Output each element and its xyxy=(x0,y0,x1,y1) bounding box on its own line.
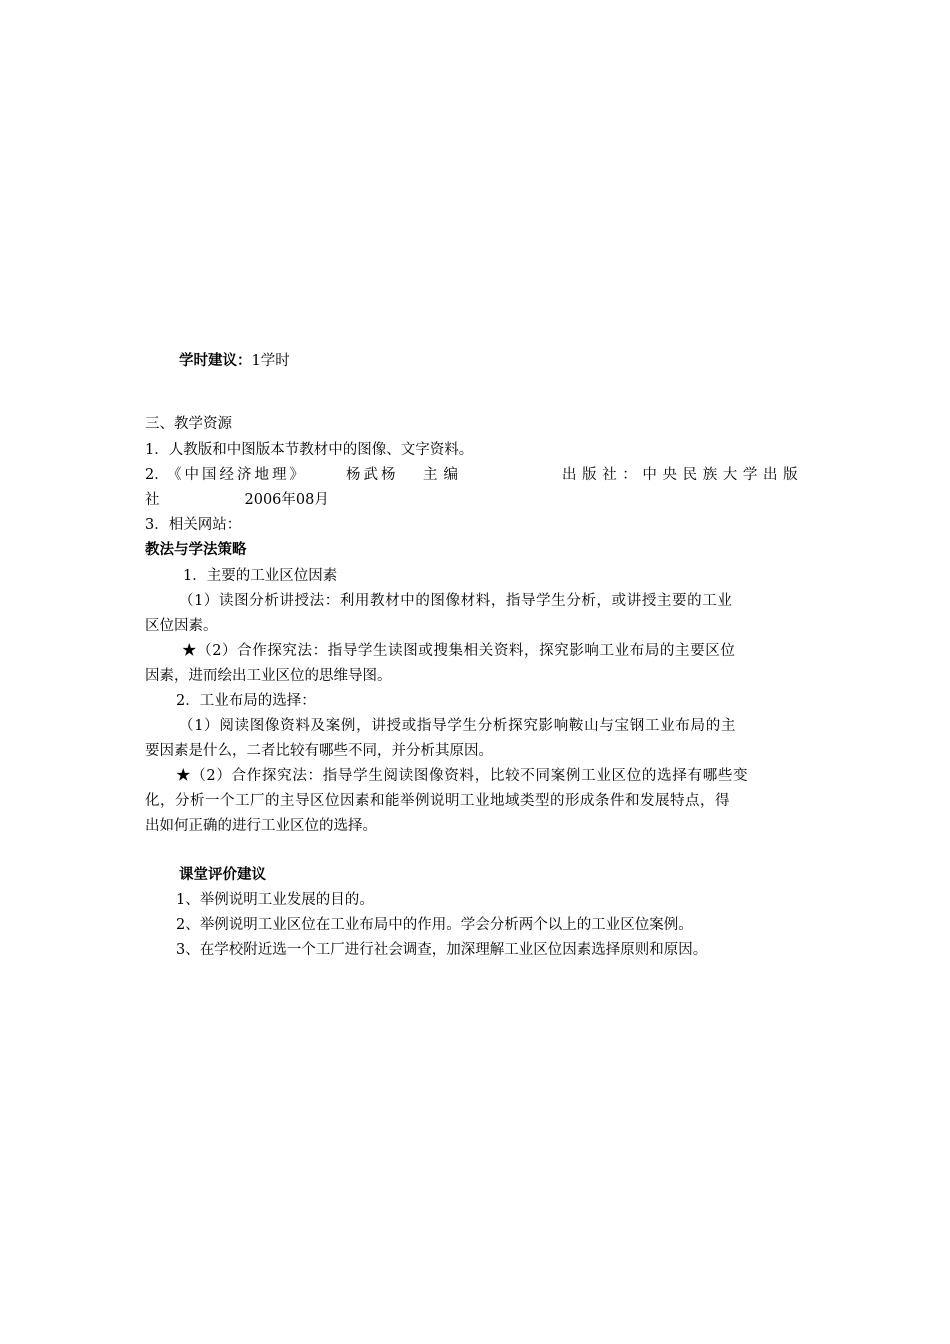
book-publisher: 出版社：中央民族大学出版 xyxy=(562,467,804,483)
resource-item-3: 3．相关网站： xyxy=(145,517,242,533)
book-editor-role: 主编 xyxy=(423,467,464,483)
strategy-subheading-1: 1．主要的工业区位因素 xyxy=(183,568,338,584)
strategy-paragraph-1-line-2: 区位因素。 xyxy=(145,618,218,634)
strategy-paragraph-4-line-2: 化，分析一个工厂的主导区位因素和能举例说明工业地域类型的形成条件和发展特点，得 xyxy=(145,793,730,809)
publisher-suffix: 社 xyxy=(145,492,160,508)
publish-date: 2006年08月 xyxy=(244,492,329,508)
evaluation-item-1: 1、举例说明工业发展的目的。 xyxy=(176,892,374,908)
book-author: 杨武杨 xyxy=(346,467,399,483)
hours-label: 学时建议： xyxy=(179,353,252,369)
hours-value: 1学时 xyxy=(251,353,290,369)
resources-heading: 三、教学资源 xyxy=(145,416,232,432)
hours-suggestion xyxy=(179,351,290,371)
evaluation-item-3: 3、在学校附近选一个工厂进行社会调查，加深理解工业区位因素选择原则和原因。 xyxy=(176,942,708,958)
strategy-paragraph-2-line-1: ★（2）合作探究法：指导学生读图或搜集相关资料，探究影响工业布局的主要区位 xyxy=(182,643,736,659)
strategy-paragraph-3-line-2: 要因素是什么，二者比较有哪些不同，并分析其原因。 xyxy=(145,743,493,759)
strategy-paragraph-3-line-1: （1）阅读图像资料及案例，讲授或指导学生分析探究影响鞍山与宝钢工业布局的主 xyxy=(179,718,737,734)
resource-item-1: 1．人教版和中图版本节教材中的图像、文字资料。 xyxy=(145,442,474,458)
resource-item-2-continued xyxy=(145,490,329,510)
strategy-paragraph-1-line-1: （1）读图分析讲授法：利用教材中的图像材料，指导学生分析，或讲授主要的工业 xyxy=(179,593,733,609)
book-title: 《中国经济地理》 xyxy=(167,467,307,483)
strategy-paragraph-4-line-1: ★（2）合作探究法：指导学生阅读图像资料，比较不同案例工业区位的选择有哪些变 xyxy=(176,768,749,784)
strategy-paragraph-2-line-2: 因素，进而绘出工业区位的思维导图。 xyxy=(145,668,392,684)
strategy-heading: 教法与学法策略 xyxy=(145,542,247,558)
evaluation-item-2: 2、举例说明工业区位在工业布局中的作用。学会分析两个以上的工业区位案例。 xyxy=(176,917,693,933)
evaluation-heading: 课堂评价建议 xyxy=(179,867,266,883)
resource-item-2-number: 2． xyxy=(145,467,169,483)
strategy-subheading-2: 2．工业布局的选择： xyxy=(176,693,316,709)
strategy-paragraph-4-line-3: 出如何正确的进行工业区位的选择。 xyxy=(145,818,377,834)
